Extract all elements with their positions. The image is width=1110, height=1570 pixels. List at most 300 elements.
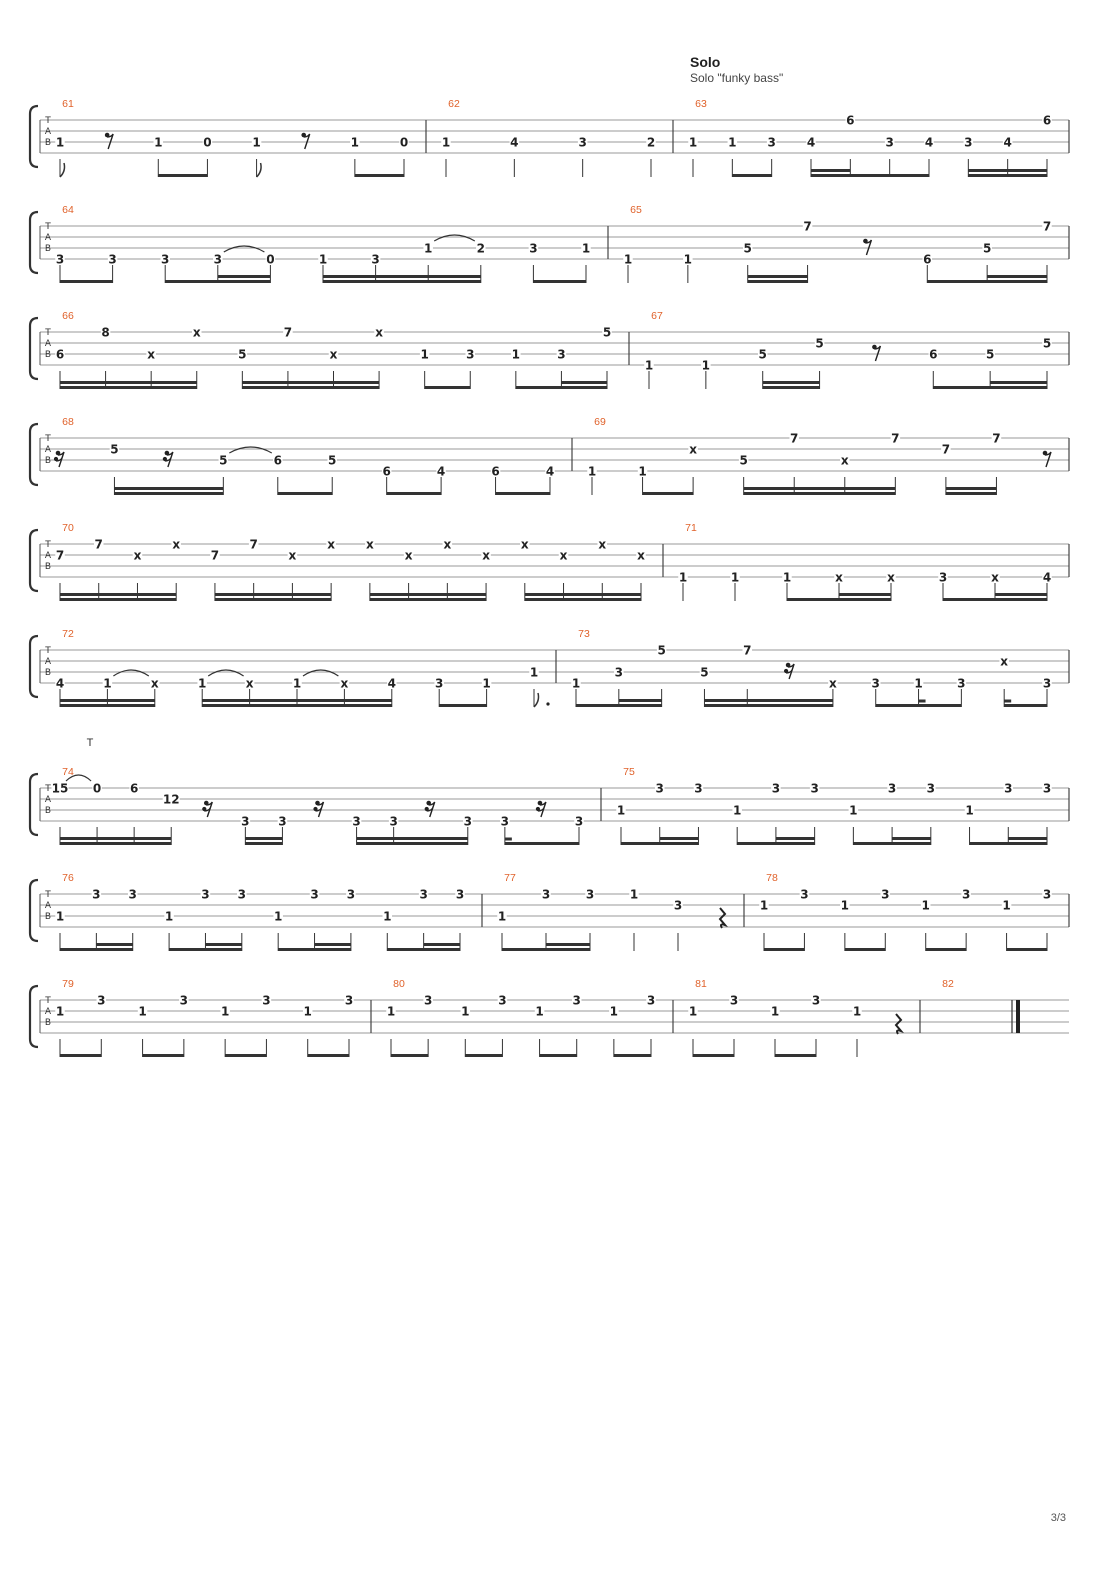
fret-number: 3 [541,887,551,902]
dead-note: x [443,537,452,552]
tab-clef-letter: A [44,795,52,805]
beam [114,492,223,495]
measure-number: 79 [62,978,74,990]
system-bracket [30,318,38,379]
tab-clef-letter: A [44,1007,52,1017]
beam [425,386,471,389]
section-title: Solo [690,54,721,70]
beam [1004,704,1047,707]
fret-number: 4 [924,135,934,150]
measure-number: 63 [695,98,707,110]
fret-number: 6 [273,453,282,468]
dead-note: x [365,537,374,552]
fret-number: 4 [55,676,65,691]
dead-note: x [375,325,383,340]
tie [303,670,338,676]
fret-number: 5 [739,453,748,468]
tie [224,246,265,252]
tab-clef-letter: B [44,912,52,922]
beam-secondary [370,593,409,596]
dead-note: x [327,537,336,552]
fret-number: 3 [771,781,781,796]
tab-clef-letter: A [44,901,52,911]
fret-number: 4 [806,135,816,150]
beam-secondary [376,275,429,278]
fret-number: 15 [51,781,69,796]
fret-number: 3 [572,993,581,1008]
measure-number: 62 [448,98,460,110]
beam-secondary [748,275,808,278]
fret-number: 1 [424,241,433,256]
beam [744,492,896,495]
tie [113,670,148,676]
measure-number: 69 [594,416,606,428]
tab-clef-letter: A [44,551,52,561]
beam-secondary [990,381,1047,384]
beam-secondary [409,593,448,596]
quarter-rest [896,1014,901,1034]
fret-number: 1 [629,887,639,902]
measure-number: 68 [62,416,74,428]
fret-number: 1 [683,252,693,267]
staff-system [30,774,1069,835]
tie [229,447,271,453]
beam-secondary [776,837,815,840]
note-flag [60,163,65,177]
beam-secondary [357,837,394,840]
beam-secondary [315,943,351,946]
fret-number: 7 [743,643,752,658]
fret-number: 3 [179,993,189,1008]
tab-clef-letter: T [45,784,51,794]
dead-note: x [147,347,156,362]
beam-secondary [428,275,481,278]
beam [764,948,804,951]
fret-number: 3 [344,993,354,1008]
beam [533,280,586,283]
measure-number: 81 [695,978,707,990]
fret-number: 3 [557,347,566,362]
dead-note: x [482,548,490,563]
beam-secondary [99,593,138,596]
fret-number: 3 [961,887,971,902]
beam [811,174,929,177]
fret-number: 1 [852,1004,862,1019]
final-barline-thick [1016,1000,1020,1033]
dead-note: x [991,570,999,585]
fret-number: 5 [219,453,228,468]
beam [737,842,814,845]
dead-note: x [245,676,254,691]
fret-number: 3 [128,887,137,902]
beam [465,1054,502,1057]
fret-number: 6 [923,252,932,267]
beam [225,1054,266,1057]
beam [763,386,820,389]
fret-number: 1 [644,358,654,373]
fret-number: 1 [198,676,207,691]
tab-clef-letter: B [44,806,52,816]
eighth-rest [301,133,309,149]
beam [621,842,698,845]
fret-number: 7 [803,219,812,234]
fret-number: 3 [455,887,465,902]
beam-secondary [137,593,176,596]
fret-number: 1 [701,358,711,373]
dead-note: x [835,570,843,585]
beam-secondary [747,699,833,702]
fret-number: 4 [1003,135,1012,150]
fret-number: 5 [602,325,612,340]
fret-number: 8 [101,325,110,340]
tab-clef-letter: B [44,456,52,466]
fret-number: 3 [108,252,117,267]
staff-system [30,212,1069,273]
fret-number: 6 [129,781,139,796]
dead-note: x [404,548,413,563]
system-bracket [30,880,38,941]
fret-number: 1 [688,1004,698,1019]
beam-secondary [1008,169,1047,172]
measure-number: 76 [62,872,74,884]
dead-note: x [829,676,837,691]
tab-clef-letter: T [45,222,51,232]
beam-secondary [202,699,249,702]
fret-number: 1 [571,676,581,691]
beam-secondary [151,381,197,384]
system-bracket [30,530,38,591]
fret-number: 5 [758,347,767,362]
beam [943,598,1047,601]
fret-number: 2 [646,135,656,150]
fret-number: 3 [498,993,507,1008]
beam [355,174,404,177]
fret-number: 1 [318,252,328,267]
measure-number: 72 [62,628,74,640]
fret-number: 6 [1042,113,1052,128]
beam [968,174,1047,177]
note-flag [257,163,262,177]
tab-clef-letter: B [44,350,52,360]
fret-number: 5 [985,347,995,362]
dead-note: x [637,548,645,563]
tab-clef-letter: A [44,445,52,455]
sixteenth-rest [163,451,173,467]
fret-number: 1 [497,909,507,924]
fret-number: 3 [964,135,973,150]
tie [434,235,475,241]
fret-number: 3 [655,781,664,796]
fret-number: 3 [673,898,683,913]
system-bracket [30,986,38,1047]
measure-number: 70 [62,522,74,534]
fret-number: 3 [161,252,170,267]
fret-number: 3 [800,887,809,902]
fret-number: 3 [957,676,966,691]
tab-clef-letter: T [45,646,51,656]
fret-number: 1 [274,909,283,924]
beam-secondary [394,837,468,840]
fret-number: 1 [529,665,539,680]
fret-number: 5 [657,643,666,658]
dead-note: x [520,537,529,552]
fret-number: 3 [97,993,106,1008]
measure-number: 74 [62,766,74,778]
fret-number: 3 [574,814,584,829]
fret-number: 3 [614,665,623,680]
fret-number: 3 [92,887,101,902]
beam [525,598,641,601]
fret-number: 3 [500,814,510,829]
tab-clef-letter: A [44,657,52,667]
beam [704,704,832,707]
beam [245,842,282,845]
sixteenth-rest [202,801,212,817]
beam-secondary [292,593,331,596]
fret-number: 3 [463,814,472,829]
fret-number: 3 [585,887,595,902]
beam-secondary [946,487,997,490]
beam [693,1054,734,1057]
fret-number: 3 [881,887,890,902]
beam-secondary [107,699,154,702]
beam-secondary [968,169,1007,172]
fret-number: 7 [283,325,293,340]
measure-number: 82 [942,978,954,990]
fret-number: 3 [887,781,897,796]
fret-number: 3 [938,570,948,585]
beam-secondary [892,837,931,840]
fret-number: 4 [1042,570,1052,585]
fret-number: 3 [371,252,380,267]
fret-number: 4 [510,135,519,150]
beam-secondary [619,699,662,702]
beam-secondary [344,699,391,702]
fret-number: 1 [587,464,597,479]
tab-clef-letter: B [44,1018,52,1028]
fret-number: 3 [237,887,246,902]
fret-number: 3 [767,135,776,150]
beam-secondary [602,593,641,596]
sixteenth-rest [536,801,546,817]
dot [546,702,549,705]
dead-note: x [689,442,697,457]
fret-number: 3 [729,993,739,1008]
fret-number: 6 [846,113,855,128]
beam-secondary [987,275,1047,278]
fret-number: 1 [616,803,626,818]
tab-clef-letter: B [44,668,52,678]
fret-number: 3 [578,135,587,150]
fret-number: 3 [55,252,65,267]
sixteenth-rest [54,451,64,467]
dead-note: x [840,453,849,468]
beam [787,598,891,601]
eighth-rest [863,239,871,255]
beam-secondary [744,487,795,490]
fret-number: 0 [266,252,275,267]
fret-number: 1 [55,1004,65,1019]
fret-number: 1 [609,1004,619,1019]
beam-secondary [114,487,223,490]
beam [278,948,351,951]
fret-number: 6 [929,347,938,362]
beam [732,174,771,177]
measure-number: 80 [393,978,405,990]
fret-number: 1 [678,570,688,585]
beam [308,1054,349,1057]
fret-number: 3 [529,241,538,256]
fret-number: 1 [55,909,65,924]
beam-secondary [763,381,820,384]
beam [60,280,113,283]
fret-number: 1 [511,347,521,362]
beam [370,598,486,601]
fret-number: 5 [982,241,992,256]
fret-number: 12 [162,792,180,807]
beam [158,174,207,177]
beam-secondary [288,381,334,384]
beam-secondary [205,943,241,946]
beam-secondary [564,593,603,596]
beam-secondary [60,837,97,840]
beam-secondary [134,837,171,840]
beam-secondary [660,837,699,840]
text-mark: T [86,737,94,749]
fret-number: 5 [743,241,752,256]
fret-number: 1 [623,252,633,267]
measure-number: 66 [62,310,74,322]
fret-number: 3 [201,887,210,902]
fret-number: 1 [350,135,360,150]
fret-number: 0 [92,781,102,796]
fret-number: 3 [646,993,656,1008]
fret-number: 3 [419,887,428,902]
fret-number: 1 [914,676,923,691]
system-bracket [30,106,38,167]
beam [60,598,176,601]
beam-secondary [811,169,850,172]
fret-number: 1 [1002,898,1011,913]
fret-number: 3 [346,887,356,902]
fret-number: 3 [466,347,475,362]
fret-number: 1 [728,135,737,150]
measure-number: 78 [766,872,778,884]
eighth-rest [105,133,113,149]
beam-secondary [525,593,564,596]
fret-number: 3 [810,781,819,796]
fret-number: 5 [110,442,119,457]
fret-number: 3 [213,252,222,267]
fret-number: 7 [790,431,799,446]
fret-number: 0 [203,135,212,150]
beam [614,1054,651,1057]
measure-number: 71 [685,522,697,534]
beam [540,1054,577,1057]
fret-number: 3 [871,676,880,691]
dead-note: x [288,548,297,563]
dead-note: x [1000,654,1009,669]
beam [169,948,242,951]
beam [278,492,332,495]
system-bracket [30,636,38,697]
fret-number: 7 [210,548,220,563]
beam-secondary [60,699,107,702]
beam [60,842,171,845]
beam [926,948,966,951]
beam [970,842,1047,845]
dead-note: x [559,548,568,563]
beam [853,842,930,845]
section-subtitle: Solo "funky bass" [690,71,784,85]
eighth-rest [872,345,880,361]
staff-system [30,106,1069,167]
measure-number: 77 [504,872,516,884]
fret-number: 1 [252,135,261,150]
beam-secondary [106,381,152,384]
fret-number: 7 [992,431,1001,446]
beam-secondary [218,275,271,278]
tab-clef-letter: T [45,890,51,900]
fret-number: 1 [782,570,792,585]
beam-secondary [561,381,607,384]
beam-secondary [96,943,132,946]
beam-secondary [297,699,344,702]
fret-number: 1 [441,135,451,150]
fret-number: 5 [328,453,337,468]
fret-number: 3 [694,781,703,796]
beam [946,492,997,495]
beam [505,842,579,845]
fret-number: 3 [241,814,250,829]
beam [60,386,197,389]
beam-secondary [447,593,486,596]
tab-clef-letter: T [45,328,51,338]
fret-number: 3 [423,993,433,1008]
sixteenth-rest [784,663,794,679]
beam-secondary [254,593,293,596]
fret-number: 5 [815,336,824,351]
dead-note: x [329,347,338,362]
fret-number: 3 [352,814,361,829]
page-number: 3/3 [1050,1512,1066,1524]
beam-secondary [794,487,845,490]
beam [516,386,607,389]
beam [845,948,885,951]
fret-number: 4 [436,464,446,479]
fret-number: 1 [688,135,698,150]
fret-number: 1 [849,803,858,818]
beam [143,1054,184,1057]
beam-secondary [424,943,460,946]
fret-number: 1 [770,1004,780,1019]
dead-note: x [150,676,159,691]
system-bracket [30,424,38,485]
fret-number: 7 [249,537,258,552]
measure-number: 73 [578,628,590,640]
fret-number: 7 [55,548,65,563]
fret-number: 3 [885,135,894,150]
beam-secondary [250,699,297,702]
system-bracket [30,774,38,835]
measure-number: 67 [651,310,663,322]
beam [357,842,468,845]
dead-note: x [172,537,181,552]
beam [576,704,662,707]
beam [748,280,808,283]
beam-secondary [97,837,134,840]
fret-number: 6 [382,464,391,479]
